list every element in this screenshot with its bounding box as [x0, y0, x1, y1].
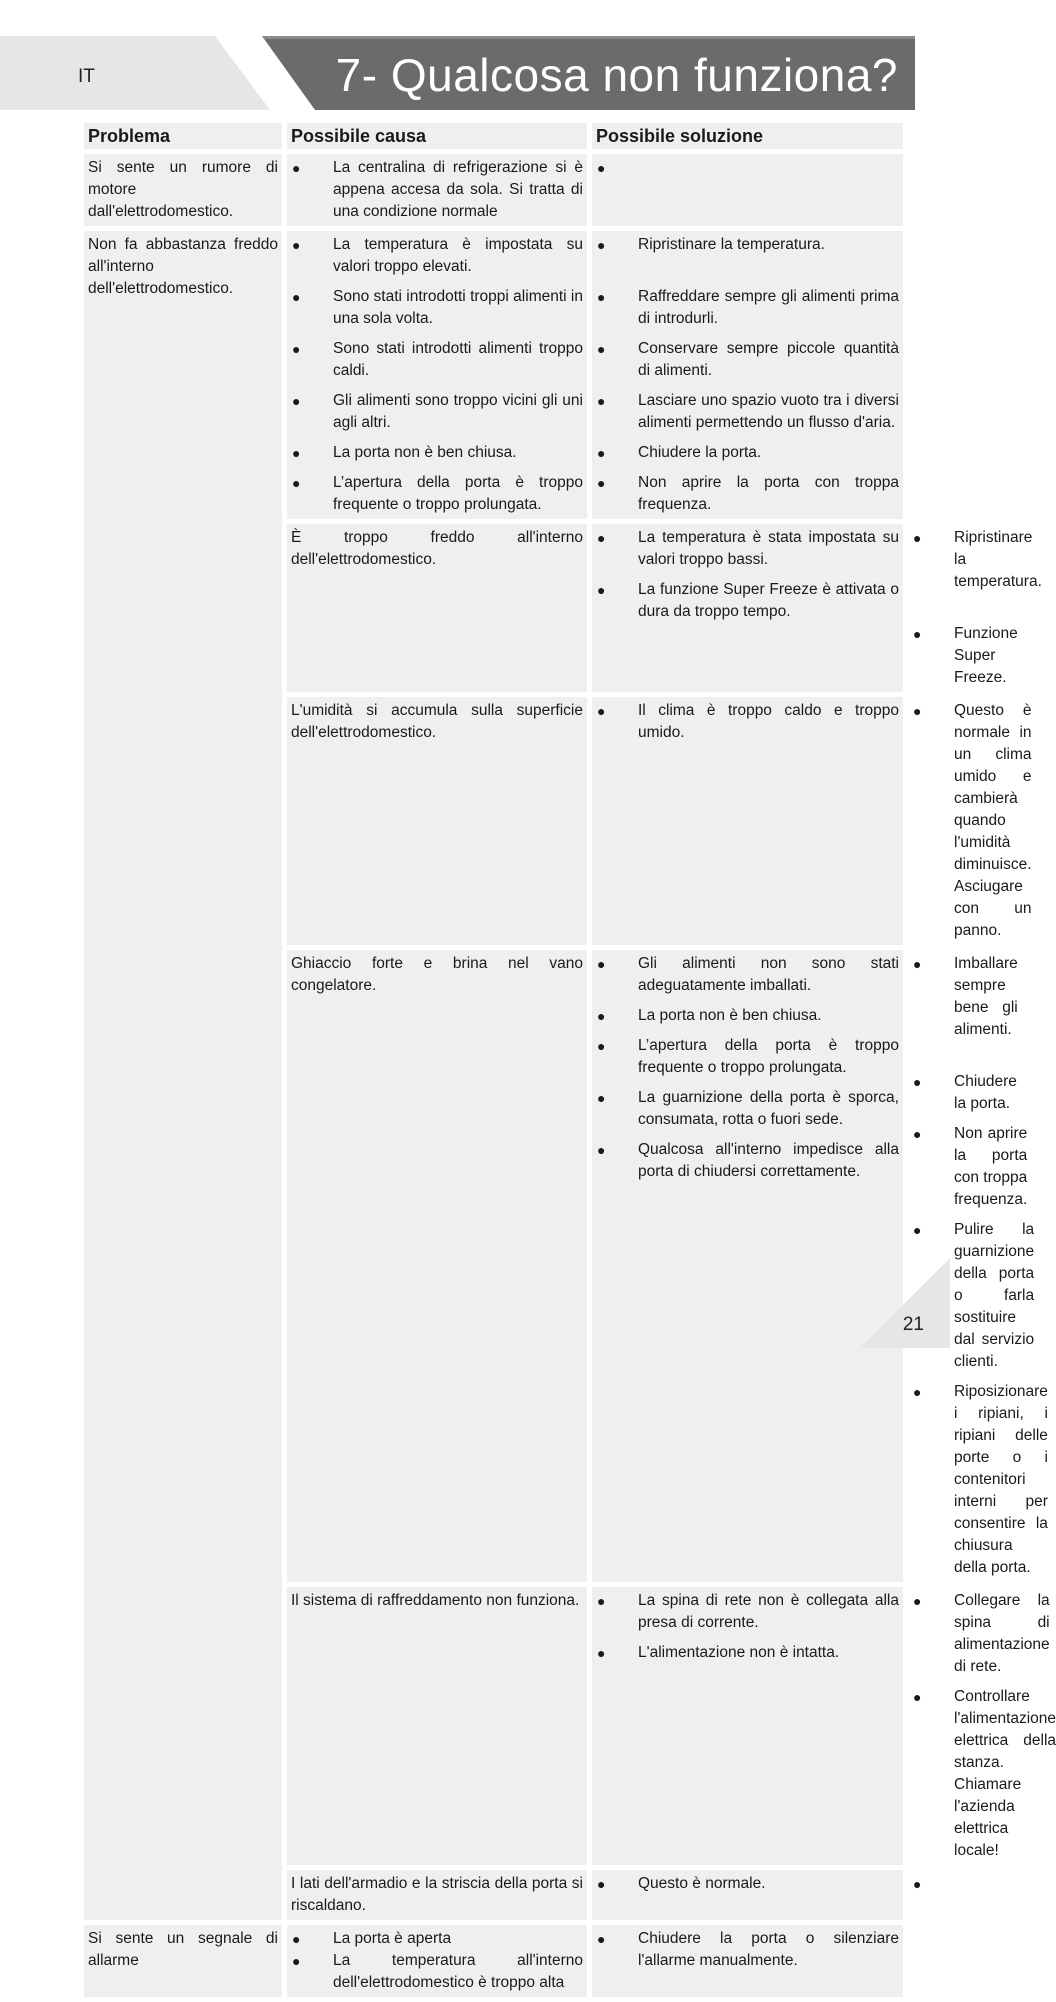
page-number: 21: [902, 1314, 924, 1335]
bullet-icon: ●: [597, 1645, 606, 1661]
bullet-icon: ●: [597, 393, 606, 409]
bullet-icon: ●: [597, 1008, 606, 1024]
table-row: Ghiaccio forte e brina nel vano congelatore. ● Gli alimenti non sono stati adeguatamente imballati. ● La porta non è ben chiusa. ● L’apertura della porta è troppo frequente o troppo prolungata. ● La guarnizione della porta è sporca, consumata, rotta o fuori sede. ● Qualcosa all'interno impedisce alla porta di chiudersi correttamente. ● Imballare sempre bene gli alimenti. ● Chiudere la porta. ● Non aprire la porta con troppa frequenza. ● Pulire la guarnizione della porta o farla sostituire dal servizio clienti. ● Riposizionare i ripiani, i ripiani delle porte o i contenitori interni per consentire la chiusura della porta.: [84, 950, 908, 1582]
bullet-icon: ●: [597, 237, 606, 253]
bullet-icon: ●: [597, 1593, 606, 1609]
bullet-icon: ●: [597, 445, 606, 461]
cause-cell: ● Questo è normale.: [592, 1870, 903, 1920]
problem-cell: Si sente un segnale di allarme: [84, 1925, 282, 1997]
page-title: 7- Qualcosa non funziona?: [335, 49, 898, 101]
bullet-icon: ●: [292, 445, 301, 461]
problem-cell: Ghiaccio forte e brina nel vano congelatore.: [287, 950, 587, 1582]
bullet-icon: ●: [292, 1953, 301, 1969]
bullet-icon: ●: [913, 1384, 922, 1400]
cause-cell: ● La spina di rete non è collegata alla presa di corrente. ● L'alimentazione non è intatta.: [592, 1587, 903, 1865]
bullet-icon: ●: [913, 1876, 922, 1892]
bullet-icon: ●: [913, 1593, 922, 1609]
bullet-icon: ●: [597, 1931, 606, 1947]
bullet-icon: ●: [292, 160, 301, 176]
solution-cell: ● Chiudere la porta o silenziare l'allarme manualmente.: [592, 1925, 903, 1997]
bullet-icon: ●: [292, 237, 301, 253]
bullet-icon: ●: [597, 1142, 606, 1158]
bullet-icon: ●: [292, 393, 301, 409]
language-code: IT: [78, 66, 95, 87]
bullet-icon: ●: [913, 530, 922, 546]
cause-cell: ● La porta è aperta ● La temperatura all'interno dell'elettrodomestico è troppo alta: [287, 1925, 587, 1997]
table-row: Il sistema di raffreddamento non funziona. ● La spina di rete non è collegata alla presa di corrente. ● L'alimentazione non è intatta. ● Collegare la spina di alimentazione di rete. ● Controllare l'alimentazione elettrica della stanza. Chiamare l'azienda elettrica locale!: [84, 1587, 908, 1865]
cause-cell: ● La centralina di refrigerazione si è appena accesa da sola. Si tratta di una condizione normale: [287, 154, 587, 226]
cause-cell: ● La temperatura è impostata su valori troppo elevati. ● Sono stati introdotti troppi alimenti in una sola volta. ● Sono stati introdotti alimenti troppo caldi. ● Gli alimenti sono troppo vicini gli uni agli altri. ● La porta non è ben chiusa. ● L’apertura della porta è troppo frequente o troppo prolungata.: [287, 231, 587, 519]
problem-cell: Non fa abbastanza freddo all'interno dell'elettrodomestico.: [84, 231, 282, 1920]
table-row: [84, 231, 908, 519]
cause-cell: ● Gli alimenti non sono stati adeguatamente imballati. ● La porta non è ben chiusa. ● L’apertura della porta è troppo frequente o troppo prolungata. ● La guarnizione della porta è sporca, consumata, rotta o fuori sede. ● Qualcosa all'interno impedisce alla porta di chiudersi correttamente.: [592, 950, 903, 1582]
bullet-icon: ●: [597, 582, 606, 598]
solution-cell: ● Ripristinare la temperatura. ● Raffreddare sempre gli alimenti prima di introdurli. ● Conservare sempre piccole quantità di alimenti. ● Lasciare uno spazio vuoto tra i diversi alimenti permettendo un flusso d'aria. ● Chiudere la porta. ● Non aprire la porta con troppa frequenza.: [592, 231, 903, 519]
bullet-icon: ●: [597, 289, 606, 305]
bullet-icon: ●: [597, 1876, 606, 1892]
bullet-icon: ●: [913, 1689, 922, 1705]
troubleshooting-table: [79, 118, 1056, 2002]
problem-cell: Il sistema di raffreddamento non funziona.: [287, 1587, 587, 1865]
bullet-icon: ●: [597, 475, 606, 491]
bullet-icon: ●: [913, 703, 922, 719]
table-row: È troppo freddo all'interno dell'elettrodomestico. ● La temperatura è stata impostata su valori troppo bassi. ● La funzione Super Freeze è attivata o dura da troppo tempo. ● Ripristinare la temperatura. ● Funzione Super Freeze.: [84, 524, 908, 692]
bullet-icon: ●: [597, 1038, 606, 1054]
bullet-icon: ●: [913, 956, 922, 972]
header-solution: Possibile soluzione: [592, 123, 903, 149]
problem-cell: Si sente un rumore di motore dall'elettrodomestico.: [84, 154, 282, 226]
bullet-icon: ●: [292, 289, 301, 305]
header-cause: Possibile causa: [287, 123, 587, 149]
cause-cell: ● Il clima è troppo caldo e troppo umido.: [592, 697, 903, 945]
header-problem: Problema: [84, 123, 282, 149]
bullet-icon: ●: [913, 1126, 922, 1142]
table-header-row: [84, 123, 908, 149]
bullet-icon: ●: [913, 626, 922, 642]
bullet-icon: ●: [292, 475, 301, 491]
bullet-icon: ●: [913, 1074, 922, 1090]
problem-cell: I lati dell'armadio e la striscia della porta si riscaldano.: [287, 1870, 587, 1920]
table-row: L'umidità si accumula sulla superficie dell'elettrodomestico. ● Il clima è troppo caldo e troppo umido. ● Questo è normale in un clima umido e cambierà quando l'umidità diminuisce. Asciugare con un panno.: [84, 697, 908, 945]
bullet-icon: ●: [292, 341, 301, 357]
table-row: [84, 154, 908, 226]
problem-cell: L'umidità si accumula sulla superficie dell'elettrodomestico.: [287, 697, 587, 945]
problem-cell: È troppo freddo all'interno dell'elettrodomestico.: [287, 524, 587, 692]
bullet-icon: ●: [597, 956, 606, 972]
bullet-icon: ●: [597, 160, 606, 176]
bullet-icon: ●: [597, 341, 606, 357]
bullet-icon: ●: [597, 703, 606, 719]
bullet-icon: ●: [597, 530, 606, 546]
table-row: [84, 1925, 908, 1997]
solution-cell: [592, 154, 903, 226]
cause-cell: ● La temperatura è stata impostata su valori troppo bassi. ● La funzione Super Freeze è attivata o dura da troppo tempo.: [592, 524, 903, 692]
bullet-icon: ●: [597, 1090, 606, 1106]
bullet-icon: ●: [913, 1222, 922, 1238]
bullet-icon: ●: [292, 1931, 301, 1947]
